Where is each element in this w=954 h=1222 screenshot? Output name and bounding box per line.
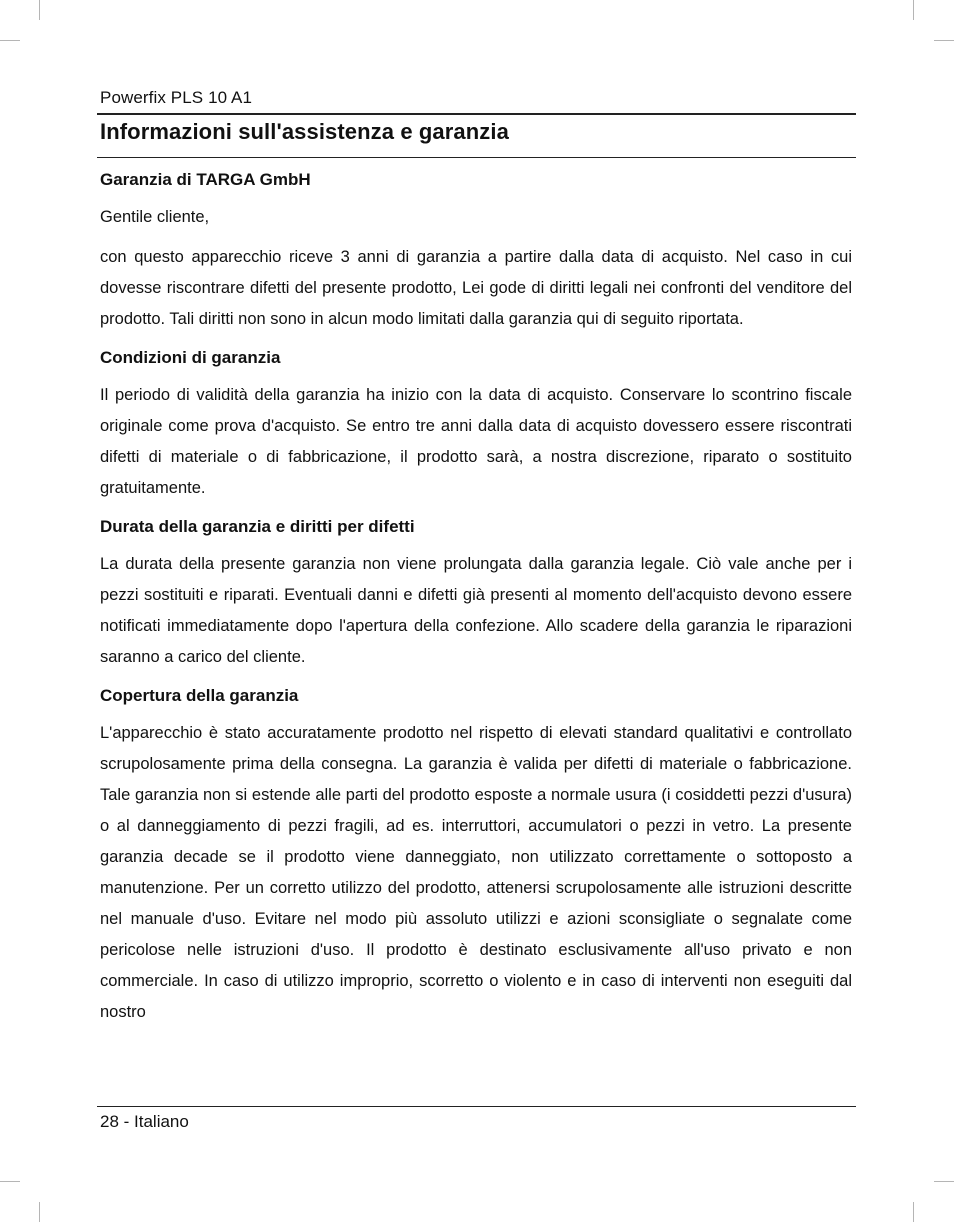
section-title: Informazioni sull'assistenza e garanzia (100, 119, 509, 144)
heading-condizioni: Condizioni di garanzia (100, 348, 281, 367)
footer-rule (97, 1106, 856, 1107)
crop-mark (39, 0, 40, 20)
crop-mark (934, 1181, 954, 1182)
heading-copertura: Copertura della garanzia (100, 686, 299, 705)
paragraph-greeting: Gentile cliente, (100, 208, 210, 226)
paragraph-condizioni: Il periodo di validità della garanzia ha inizio con la data di acquisto. Conservare lo scontrino fiscale originale come prova d'acquisto. Se entro tre anni dalla data di acquisto dovessero essere riscontrati difetti di materiale o di fabbricazione, il prodotto sarà, a nostra discrezione, riparato o sostituito gratuitamente. (100, 386, 852, 497)
section-title-rule (97, 157, 856, 158)
crop-mark (0, 1181, 20, 1182)
paragraph-intro: con questo apparecchio riceve 3 anni di garanzia a partire dalla data di acquisto. Nel caso in cui dovesse riscontrare difetti del presente prodotto, Lei gode di diritti legali nei confronti del venditore del prodotto. Tali diritti non sono in alcun modo limitati dalla garanzia qui di seguito riportata. (100, 248, 852, 328)
crop-mark (913, 1202, 914, 1222)
crop-mark (0, 40, 20, 41)
heading-durata: Durata della garanzia e diritti per difetti (100, 517, 415, 536)
heading-garanzia-targa: Garanzia di TARGA GmbH (100, 170, 311, 189)
paragraph-durata: La durata della presente garanzia non viene prolungata dalla garanzia legale. Ciò vale anche per i pezzi sostituiti e riparati. Eventuali danni e difetti già presenti al momento dell'acquisto devono essere notificati immediatamente dopo l'apertura della confezione. Allo scadere della garanzia le riparazioni saranno a carico del cliente. (100, 555, 852, 666)
page-number: 28 - Italiano (100, 1112, 189, 1131)
crop-mark (39, 1202, 40, 1222)
document-body (100, 166, 852, 1028)
header-rule (97, 113, 856, 115)
crop-mark (934, 40, 954, 41)
paragraph-copertura: L'apparecchio è stato accuratamente prodotto nel rispetto di elevati standard qualitativi e controllato scrupolosamente prima della consegna. La garanzia è valida per difetti di materiale o fabbricazione. Tale garanzia non si estende alle parti del prodotto esposte a normale usura (i cosiddetti pezzi d'usura) o al danneggiamento di pezzi fragili, ad es. interruttori, accumulatori o pezzi in vetro. La presente garanzia decade se il prodotto viene danneggiato, non utilizzato correttamente o sottoposto a manutenzione. Per un corretto utilizzo del prodotto, attenersi scrupolosamente alle istruzioni descritte nel manuale d'uso. Evitare nel modo più assoluto utilizzi e azioni sconsigliate o segnalate come pericolose nelle istruzioni d'uso. Il prodotto è destinato esclusivamente all'uso privato e non commerciale. In caso di utilizzo improprio, scorretto o violento e in caso di interventi non eseguiti dal nostro (100, 724, 852, 1021)
crop-mark (913, 0, 914, 20)
running-header: Powerfix PLS 10 A1 (100, 88, 253, 107)
